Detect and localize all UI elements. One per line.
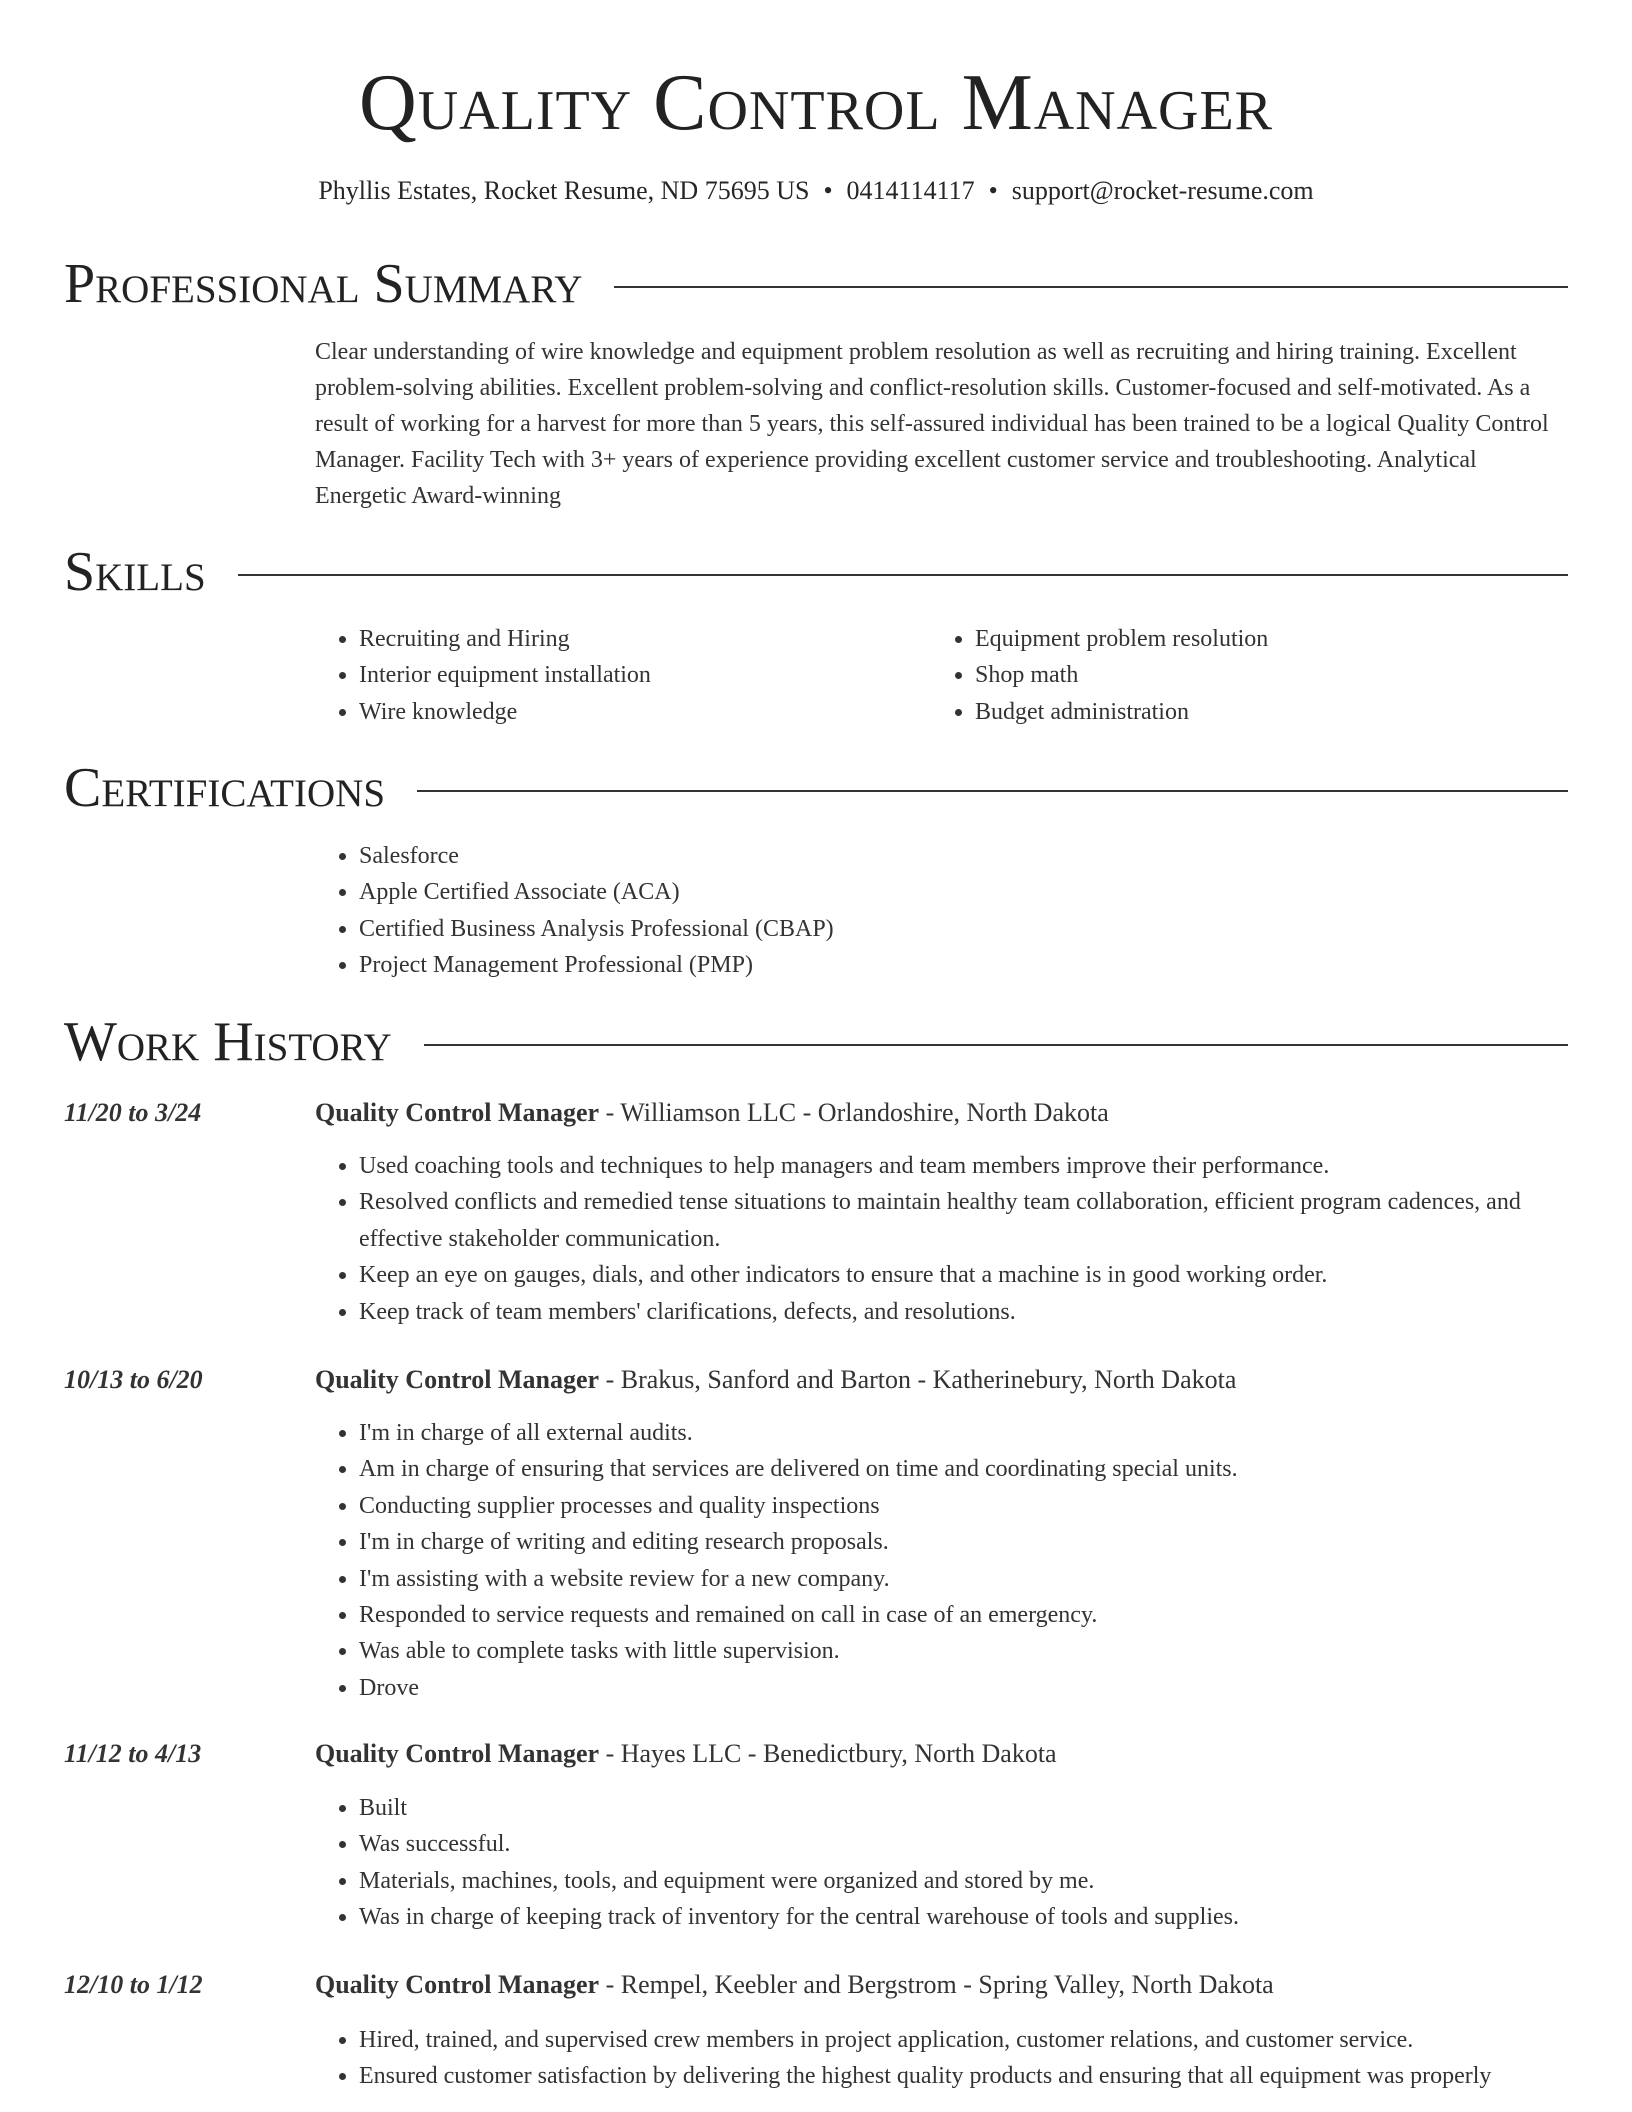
- skill-item: • Budget administration: [975, 694, 1547, 730]
- job-heading: [315, 1095, 1568, 1131]
- certification-item: • Apple Certified Associate (ACA): [359, 874, 1568, 910]
- job-bullet: • I'm assisting with a website review for a new company.: [359, 1561, 1568, 1597]
- job-bullet: • Materials, machines, tools, and equipment were organized and stored by me.: [359, 1863, 1568, 1899]
- job-bullets-block: [315, 1415, 1568, 1706]
- skill-item: • Wire knowledge: [359, 694, 931, 730]
- certification-item: • Salesforce: [359, 838, 1568, 874]
- job-bullet: • I'm in charge of writing and editing research proposals.: [359, 1524, 1568, 1560]
- certifications-section-header: [64, 756, 1568, 820]
- job-bullet: • Resolved conflicts and remedied tense situations to maintain healthy team collaboration, efficient program cadences, and effective stakeholder communication.: [359, 1184, 1568, 1257]
- job-dates: 12/10 to 1/12: [64, 1970, 203, 1999]
- job-bullets-block: [315, 2022, 1568, 2095]
- skill-item: • Interior equipment installation: [359, 657, 931, 693]
- skills-column-left: [315, 621, 931, 730]
- job-bullets-block: [315, 1148, 1568, 1330]
- contact-email: support@rocket-resume.com: [1011, 176, 1314, 205]
- job-employer: - Rempel, Keebler and Bergstrom - Spring Valley, North Dakota: [599, 1970, 1274, 1999]
- job-bullet: • I'm in charge of all external audits.: [359, 1415, 1568, 1451]
- job-bullet: • Was in charge of keeping track of inventory for the central warehouse of tools and supplies.: [359, 1899, 1568, 1935]
- job-bullets: [315, 2022, 1568, 2095]
- skills-column-right: [931, 621, 1547, 730]
- work-history-section-header: [64, 1010, 1568, 1074]
- skill-item: • Recruiting and Hiring: [359, 621, 931, 657]
- job-employer: - Brakus, Sanford and Barton - Katherinebury, North Dakota: [599, 1365, 1237, 1394]
- contact-address: Phyllis Estates, Rocket Resume, ND 75695 US: [318, 176, 810, 205]
- work-history-title: Work History: [64, 1011, 392, 1073]
- skills-list-right: [931, 621, 1547, 730]
- job-heading: [315, 1967, 1568, 2003]
- job-title: Quality Control Manager: [315, 1098, 600, 1127]
- section-divider: [238, 574, 1568, 576]
- contact-separator: •: [988, 176, 998, 205]
- skills-list-left: [315, 621, 931, 730]
- contact-separator: •: [823, 176, 833, 205]
- skills-title: Skills: [64, 541, 206, 603]
- job-bullets-block: [315, 1790, 1568, 1936]
- resume-name: Quality Control Manager: [358, 59, 1274, 147]
- job-dates: 10/13 to 6/20: [64, 1365, 203, 1394]
- job-bullet: • Used coaching tools and techniques to help managers and team members improve their performance.: [359, 1148, 1568, 1184]
- section-divider: [417, 790, 1568, 792]
- job-heading: [315, 1736, 1568, 1772]
- job-employer: - Hayes LLC - Benedictbury, North Dakota: [599, 1739, 1057, 1768]
- section-divider: [424, 1044, 1568, 1046]
- contact-phone: 0414114117: [846, 176, 975, 205]
- job-bullet: • Responded to service requests and remained on call in case of an emergency.: [359, 1597, 1568, 1633]
- skills-grid: [315, 621, 1568, 730]
- job-bullet: • Conducting supplier processes and quality inspections: [359, 1488, 1568, 1524]
- skill-item: • Shop math: [975, 657, 1547, 693]
- job-dates: 11/12 to 4/13: [64, 1739, 202, 1768]
- job-bullets: [315, 1790, 1568, 1936]
- certification-item: • Project Management Professional (PMP): [359, 947, 1568, 983]
- job-title: Quality Control Manager: [315, 1739, 600, 1768]
- job-bullets: [315, 1415, 1568, 1706]
- job-bullet: • Am in charge of ensuring that services are delivered on time and coordinating special units.: [359, 1451, 1568, 1487]
- certifications-title: Certifications: [64, 757, 386, 819]
- summary-section-header: [64, 252, 1568, 316]
- certifications-list: [315, 838, 1568, 984]
- job-bullet: • Keep an eye on gauges, dials, and other indicators to ensure that a machine is in good working order.: [359, 1257, 1568, 1293]
- job-bullet: • Hired, trained, and supervised crew members in project application, customer relations, and customer service.: [359, 2022, 1568, 2058]
- job-dates: 11/20 to 3/24: [64, 1098, 202, 1127]
- summary-title: Professional Summary: [64, 253, 583, 315]
- section-divider: [614, 286, 1568, 288]
- skills-section-header: [64, 540, 1568, 604]
- job-bullet: • Ensured customer satisfaction by delivering the highest quality products and ensuring that all equipment was properly: [359, 2058, 1568, 2094]
- job-bullet: • Keep track of team members' clarifications, defects, and resolutions.: [359, 1294, 1568, 1330]
- job-title: Quality Control Manager: [315, 1365, 600, 1394]
- job-bullet: • Drove: [359, 1670, 1568, 1706]
- summary-text: Clear understanding of wire knowledge and equipment problem resolution as well as recruiting and hiring training. Excellent problem-solving abilities. Excellent problem-solving and conflict-resolution skills. Customer-focused and self-motivated. As a result of working for a harvest for more than 5 years, this self-assured individual has been trained to be a logical Quality Control Manager. Facility Tech with 3+ years of experience providing excellent customer service and troubleshooting. Analytical Energetic Award-winning: [315, 339, 1549, 509]
- job-title: Quality Control Manager: [315, 1970, 600, 1999]
- job-heading: [315, 1362, 1568, 1398]
- contact-line: [0, 174, 1632, 208]
- certifications-block: [315, 838, 1568, 984]
- skill-item: • Equipment problem resolution: [975, 621, 1547, 657]
- job-bullet: • Was successful.: [359, 1826, 1568, 1862]
- job-bullet: • Built: [359, 1790, 1568, 1826]
- job-bullet: • Was able to complete tasks with little supervision.: [359, 1633, 1568, 1669]
- job-employer: - Williamson LLC - Orlandoshire, North Dakota: [599, 1098, 1109, 1127]
- certification-item: • Certified Business Analysis Professional (CBAP): [359, 911, 1568, 947]
- job-bullets: [315, 1148, 1568, 1330]
